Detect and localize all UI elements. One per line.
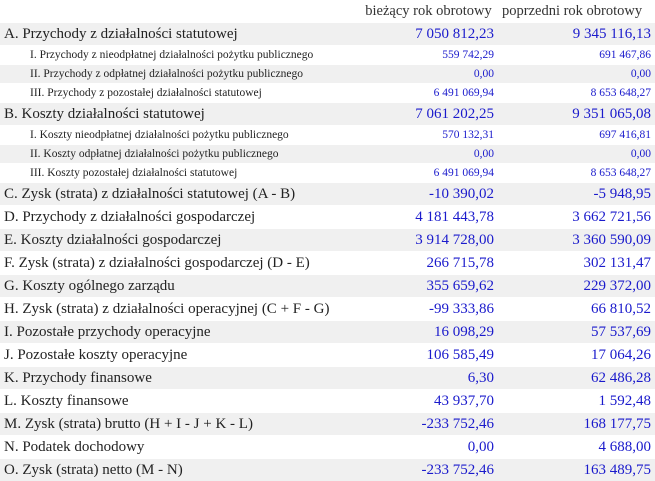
- row-label: M. Zysk (strata) brutto (H + I - J + K - L): [0, 413, 359, 436]
- row-label: J. Pozostałe koszty operacyjne: [0, 344, 359, 367]
- table-row: [0, 298, 655, 321]
- row-previous-value: 697 416,81: [498, 126, 655, 145]
- row-current-value: 355 659,62: [359, 275, 498, 298]
- row-previous-value: 8 653 648,27: [498, 84, 655, 103]
- row-label: A. Przychody z działalności statutowej: [0, 23, 359, 46]
- row-previous-value: -5 948,95: [498, 183, 655, 206]
- table-row: [0, 367, 655, 390]
- row-previous-value: 57 537,69: [498, 321, 655, 344]
- header-previous-year: poprzedni rok obrotowy: [498, 0, 655, 23]
- row-current-value: 266 715,78: [359, 252, 498, 275]
- table-row: [0, 344, 655, 367]
- table-row: [0, 459, 655, 481]
- table-row: [0, 413, 655, 436]
- row-label: II. Przychody z odpłatnej działalności pożytku publicznego: [0, 65, 359, 84]
- table-row: [0, 84, 655, 103]
- row-current-value: 0,00: [359, 145, 498, 164]
- row-current-value: 4 181 443,78: [359, 206, 498, 229]
- row-previous-value: 3 662 721,56: [498, 206, 655, 229]
- row-previous-value: 0,00: [498, 145, 655, 164]
- table-row: [0, 126, 655, 145]
- table-row: [0, 390, 655, 413]
- row-previous-value: 66 810,52: [498, 298, 655, 321]
- row-current-value: 6 491 069,94: [359, 164, 498, 183]
- row-current-value: 6 491 069,94: [359, 84, 498, 103]
- row-current-value: -233 752,46: [359, 459, 498, 481]
- table-row: [0, 321, 655, 344]
- row-label: I. Przychody z nieodpłatnej działalności pożytku publicznego: [0, 46, 359, 65]
- row-current-value: 0,00: [359, 436, 498, 459]
- row-previous-value: 168 177,75: [498, 413, 655, 436]
- row-current-value: 6,30: [359, 367, 498, 390]
- row-current-value: -233 752,46: [359, 413, 498, 436]
- header-empty: [0, 0, 359, 23]
- row-label: II. Koszty odpłatnej działalności pożytku publicznego: [0, 145, 359, 164]
- row-previous-value: 4 688,00: [498, 436, 655, 459]
- row-label: III. Przychody z pozostałej działalności statutowej: [0, 84, 359, 103]
- row-current-value: 0,00: [359, 65, 498, 84]
- table-row: [0, 65, 655, 84]
- row-previous-value: 229 372,00: [498, 275, 655, 298]
- row-current-value: 106 585,49: [359, 344, 498, 367]
- table-body: [0, 23, 655, 481]
- table-row: [0, 23, 655, 46]
- row-current-value: -99 333,86: [359, 298, 498, 321]
- row-previous-value: 691 467,86: [498, 46, 655, 65]
- table-row: [0, 229, 655, 252]
- row-previous-value: 62 486,28: [498, 367, 655, 390]
- row-current-value: 570 132,31: [359, 126, 498, 145]
- header-row: [0, 0, 655, 23]
- table-row: [0, 183, 655, 206]
- row-label: I. Koszty nieodpłatnej działalności pożytku publicznego: [0, 126, 359, 145]
- row-current-value: 7 061 202,25: [359, 103, 498, 126]
- table-row: [0, 164, 655, 183]
- row-label: N. Podatek dochodowy: [0, 436, 359, 459]
- table-row: [0, 145, 655, 164]
- row-label: E. Koszty działalności gospodarczej: [0, 229, 359, 252]
- table-row: [0, 252, 655, 275]
- row-current-value: 16 098,29: [359, 321, 498, 344]
- row-label: I. Pozostałe przychody operacyjne: [0, 321, 359, 344]
- header-current-year: bieżący rok obrotowy: [359, 0, 498, 23]
- row-previous-value: 0,00: [498, 65, 655, 84]
- row-previous-value: 302 131,47: [498, 252, 655, 275]
- row-current-value: 43 937,70: [359, 390, 498, 413]
- table-row: [0, 436, 655, 459]
- row-label: K. Przychody finansowe: [0, 367, 359, 390]
- table-row: [0, 206, 655, 229]
- row-previous-value: 17 064,26: [498, 344, 655, 367]
- row-current-value: 3 914 728,00: [359, 229, 498, 252]
- row-label: D. Przychody z działalności gospodarczej: [0, 206, 359, 229]
- row-label: L. Koszty finansowe: [0, 390, 359, 413]
- row-previous-value: 163 489,75: [498, 459, 655, 481]
- row-label: III. Koszty pozostałej działalności statutowej: [0, 164, 359, 183]
- row-current-value: 559 742,29: [359, 46, 498, 65]
- table-row: [0, 46, 655, 65]
- row-previous-value: 8 653 648,27: [498, 164, 655, 183]
- row-previous-value: 3 360 590,09: [498, 229, 655, 252]
- table-row: [0, 275, 655, 298]
- row-previous-value: 1 592,48: [498, 390, 655, 413]
- row-label: B. Koszty działalności statutowej: [0, 103, 359, 126]
- row-label: C. Zysk (strata) z działalności statutowej (A - B): [0, 183, 359, 206]
- row-current-value: -10 390,02: [359, 183, 498, 206]
- row-previous-value: 9 351 065,08: [498, 103, 655, 126]
- row-label: H. Zysk (strata) z działalności operacyjnej (C + F - G): [0, 298, 359, 321]
- row-label: O. Zysk (strata) netto (M - N): [0, 459, 359, 481]
- row-label: F. Zysk (strata) z działalności gospodarczej (D - E): [0, 252, 359, 275]
- table-row: [0, 103, 655, 126]
- row-previous-value: 9 345 116,13: [498, 23, 655, 46]
- row-current-value: 7 050 812,23: [359, 23, 498, 46]
- row-label: G. Koszty ogólnego zarządu: [0, 275, 359, 298]
